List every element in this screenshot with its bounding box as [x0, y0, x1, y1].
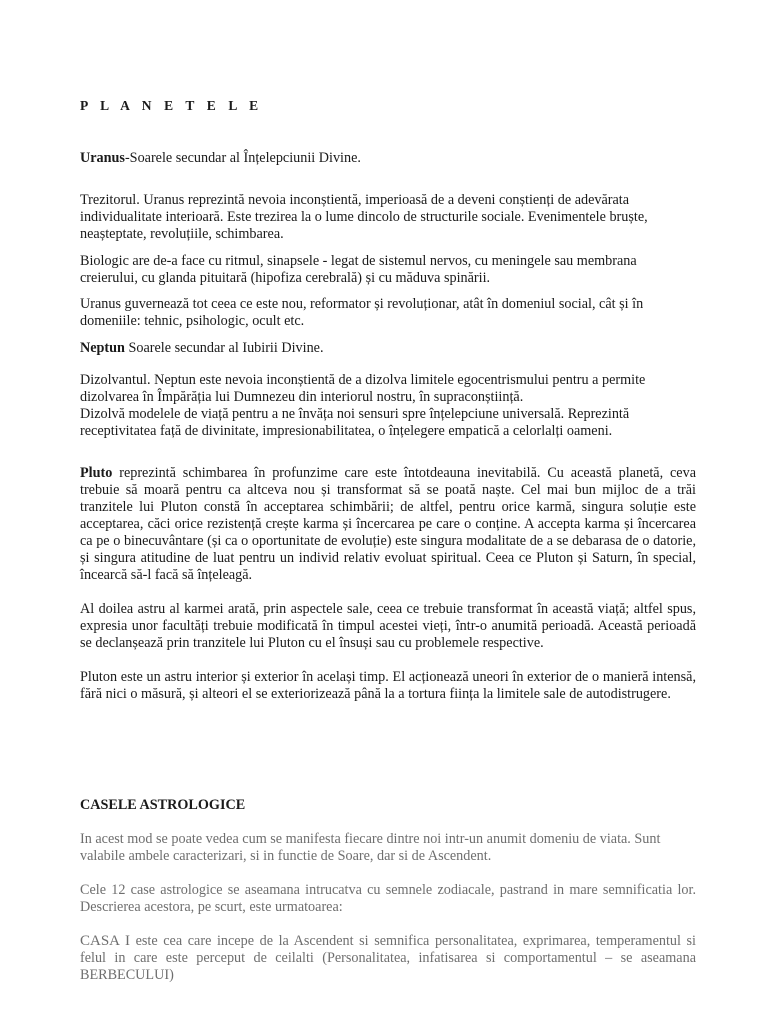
casa-1-label: CASA I — [80, 933, 130, 949]
neptun-paragraph-2: Dizolvă modelele de viață pentru a ne învăța noi sensuri spre înțelepciune universală. Reprezintă receptivitatea față de divinitate, impresionabilitatea, o înțelegere empatică a celorlalți oameni. — [80, 406, 630, 439]
pluto-paragraph-2: Al doilea astru al karmei arată, prin aspectele sale, ceea ce trebuie transformat în această viață; altfel spus, expresia unor facultăți trebuie modificată în timpul acestei vieți, într-o anumită perioadă. Această perioadă se declanșează prin tranzitele lui Pluton cu el însuși sau cu problemele respective. — [80, 601, 696, 651]
pluto-text: reprezintă schimbarea în profunzime care este întotdeauna inevitabilă. Cu această planetă, ceva trebuie să moară pentru ca altceva nou și transformat să se poată naște. Cel mai bun mijloc de a trăi tranzitele lui Pluton constă în acceptarea schimbării; de altfel, pentru orice karmă, singura soluție este acceptarea, căci orice rezistență crește karma și încercarea pe care o conține. A accepta karma și încercarea ca pe o binecuvântare (și ca o oportunitate de evoluție) este singura modalitate de a se debarasa de o datorie, și singura atitudine de luat pentru un individ relativ evoluat spiritual. Ceea ce Pluton și Saturn, în special, încearcă să-l facă să înțeleagă. — [80, 465, 696, 583]
uranus-paragraph-1: Trezitorul. Uranus reprezintă nevoia inconștientă, imperioasă de a deveni conștienți de adevărata individualitate interioară. Este trezirea la o lume dincolo de structurile sociale. Evenimentele bruște, neașteptate, revoluțiile, schimbarea. — [80, 192, 648, 242]
pluto-paragraph-3: Pluton este un astru interior și exterior în același timp. El acționează uneori în exterior de o manieră intensă, fără nici o măsură, și alteori el se exteriorizează până la a tortura ființa la limitele sale de autodistrugere. — [80, 669, 696, 702]
section-heading-case: CASELE ASTROLOGICE — [80, 797, 246, 813]
uranus-heading-line — [80, 150, 696, 167]
neptun-heading: Neptun — [80, 340, 125, 356]
uranus-heading: Uranus — [80, 150, 125, 166]
uranus-subtitle: -Soarele secundar al Înțelepciunii Divine. — [124, 150, 361, 166]
neptun-subtitle: Soarele secundar al Iubirii Divine. — [124, 340, 324, 356]
uranus-paragraph-3: Uranus guvernează tot ceea ce este nou, reformator și revoluționar, atât în domeniul social, cât și în domeniile: tehnic, psihologic, ocult etc. — [80, 296, 644, 329]
casa-1-paragraph — [80, 933, 696, 984]
neptun-heading-line — [80, 340, 696, 357]
uranus-paragraph-2: Biologic are de-a face cu ritmul, sinapsele - legat de sistemul nervos, cu meningele sau membrana creierului, cu glanda pituitară (hipofiza cerebrală) și cu măduva spinării. — [80, 253, 637, 286]
casa-1-text: este cea care incepe de la Ascendent si semnifica personalitatea, exprimarea, temperamentul si felul in care este perceput de ceilalti (Personalitatea, infatisarea si comportamentul – se aseamana BERBECULUI) — [80, 933, 697, 983]
case-paragraph-2: Cele 12 case astrologice se aseamana intrucatva cu semnele zodiacale, pastrand in mare semnificatia lor. Descrierea acestora, pe scurt, este urmatoarea: — [80, 882, 696, 915]
page-title: P L A N E T E L E — [80, 98, 263, 113]
case-paragraph-1: In acest mod se poate vedea cum se manifesta fiecare dintre noi intr-un anumit domeniu de viata. Sunt valabile ambele caracterizari, si in functie de Soare, dar si de Ascendent. — [80, 831, 661, 864]
neptun-paragraph-1: Dizolvantul. Neptun este nevoia inconștientă de a dizolva limitele egocentrismului pentru a permite dizolvarea în Împărăția lui Dumnezeu din interiorul nostru, în supraconștiință. — [80, 372, 646, 405]
pluto-heading: Pluto — [80, 465, 113, 481]
pluto-paragraph-1 — [80, 465, 696, 584]
